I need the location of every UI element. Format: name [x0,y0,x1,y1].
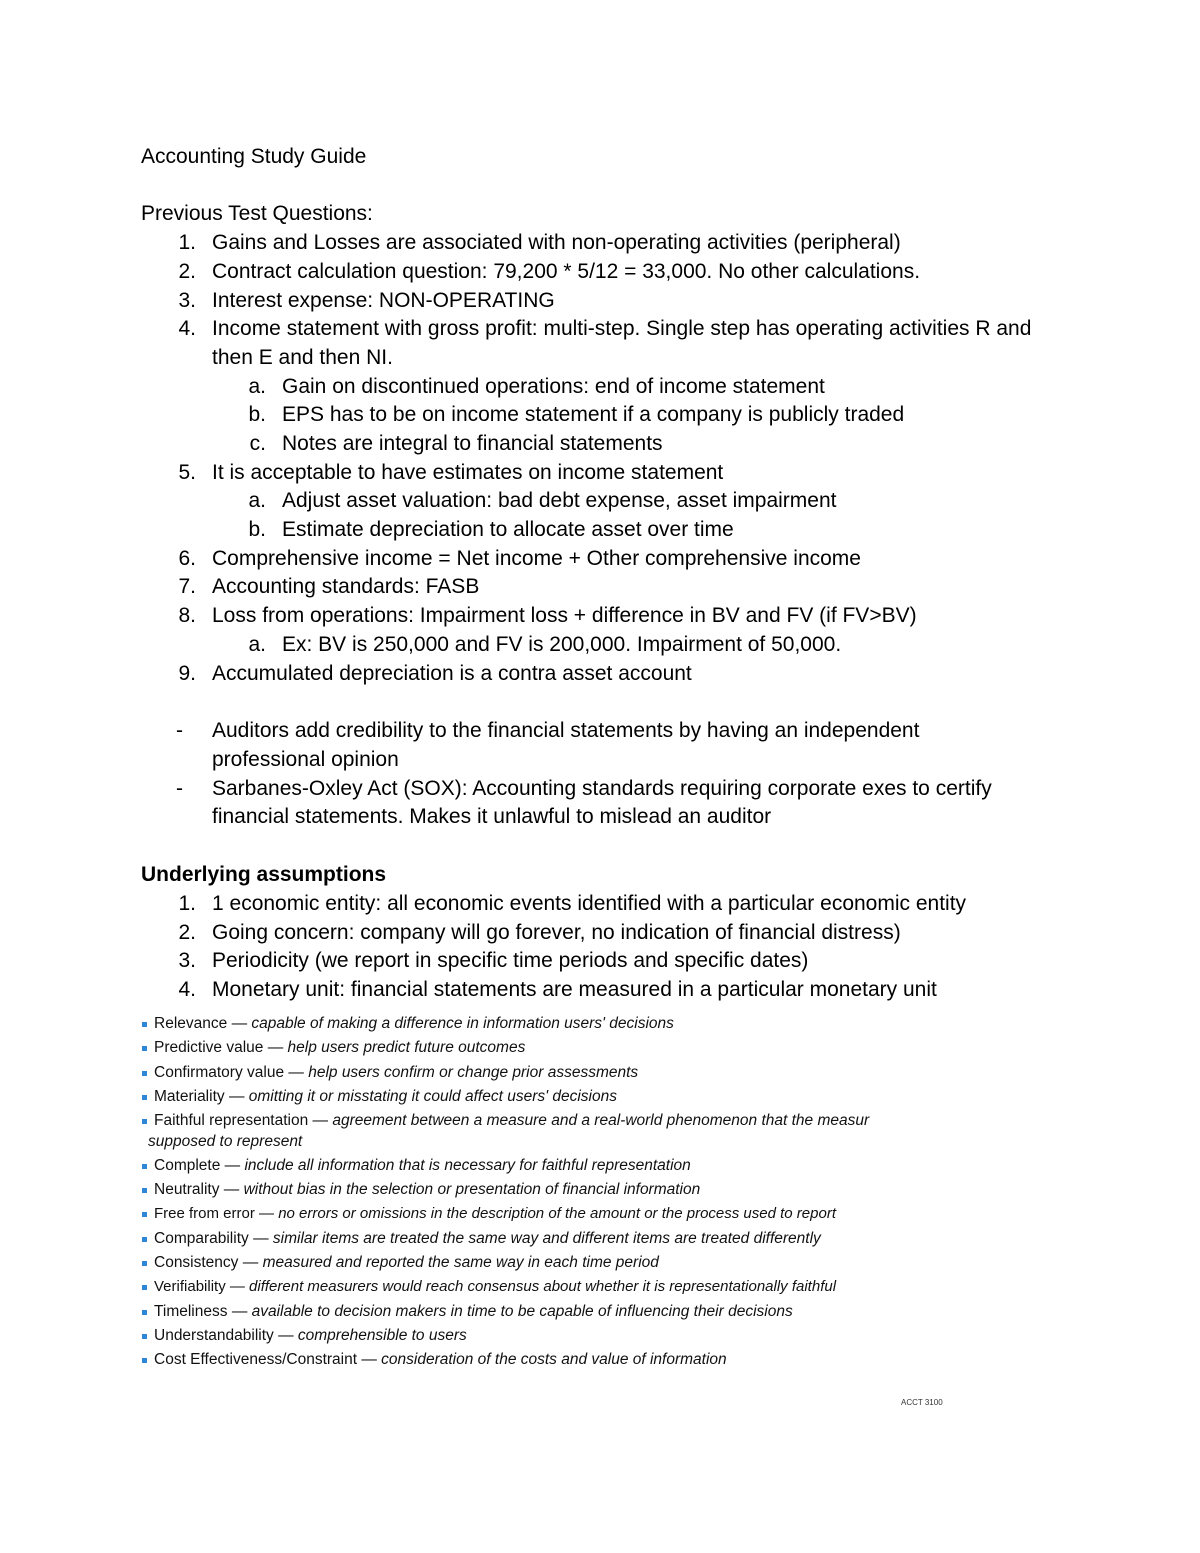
list-item: Monetary unit: financial statements are measured in a particular monetary unit [212,978,937,1001]
bullet-square-icon [142,1285,147,1290]
list-item: It is acceptable to have estimates on income statement [212,461,724,484]
quality-item: Verifiability — different measurers would reach consensus about whether it is representationally faithful [154,1278,837,1295]
list-item: Loss from operations: Impairment loss + difference in BV and FV (if FV>BV) [212,604,917,627]
list-item: Gains and Losses are associated with non-operating activities (peripheral) [212,231,901,254]
dash-marker: - [176,719,183,742]
quality-item: Consistency — measured and reported the same way in each time period [154,1254,659,1271]
list-item: 1 economic entity: all economic events identified with a particular economic entity [212,892,967,915]
quality-item: Faithful representation — agreement between a measure and a real-world phenomenon that the measur [154,1112,870,1129]
quality-item: Cost Effectiveness/Constraint — consideration of the costs and value of information [154,1351,727,1368]
bullet-square-icon [142,1164,147,1169]
list-marker: 4. [178,317,196,340]
qualities-slide [140,1014,960,1374]
quality-item-continuation: supposed to represent [148,1133,303,1150]
list-marker: 4. [178,978,196,1001]
quality-item: Timeliness — available to decision makers in time to be capable of influencing their decisions [154,1303,793,1320]
list-marker: 8. [178,604,196,627]
list-marker: 1. [178,892,196,915]
bullet-square-icon [142,1071,147,1076]
quality-item: Predictive value — help users predict future outcomes [154,1039,526,1056]
list-marker: 9. [178,662,196,685]
dash-marker: - [176,777,183,800]
quality-item: Comparability — similar items are treated the same way and different items are treated differently [154,1230,821,1247]
bullet-square-icon [142,1261,147,1266]
list-subitem: EPS has to be on income statement if a company is publicly traded [282,403,905,426]
document-title: Accounting Study Guide [141,145,367,168]
assumptions-heading: Underlying assumptions [141,863,387,886]
list-item: Sarbanes-Oxley Act (SOX): Accounting standards requiring corporate exes to certify [212,777,992,800]
bullet-square-icon [142,1237,147,1242]
list-marker: b. [248,518,266,541]
bullet-square-icon [142,1188,147,1193]
list-marker: 2. [178,921,196,944]
list-marker: 7. [178,575,196,598]
list-marker: 2. [178,260,196,283]
list-marker: 5. [178,461,196,484]
list-item-continuation: financial statements. Makes it unlawful to mislead an auditor [212,805,772,828]
quality-item: Materiality — omitting it or misstating it could affect users' decisions [154,1088,617,1105]
list-marker: 6. [178,547,196,570]
quality-item: Understandability — comprehensible to users [154,1327,467,1344]
list-item: Periodicity (we report in specific time periods and specific dates) [212,949,809,972]
previous-tests-heading: Previous Test Questions: [141,202,373,225]
quality-item: Free from error — no errors or omissions in the description of the amount or the process used to report [154,1205,836,1222]
list-marker: a. [248,489,266,512]
bullet-square-icon [142,1022,147,1027]
list-item-continuation: professional opinion [212,748,399,771]
list-marker: 3. [178,949,196,972]
list-item: Contract calculation question: 79,200 * 5/12 = 33,000. No other calculations. [212,260,921,283]
bullet-square-icon [142,1095,147,1100]
bullet-square-icon [142,1358,147,1363]
quality-item: Confirmatory value — help users confirm or change prior assessments [154,1064,639,1081]
footer-code: ACCT 3100 [901,1398,943,1407]
list-marker: c. [249,432,266,455]
bullet-square-icon [142,1046,147,1051]
list-item: Comprehensive income = Net income + Other comprehensive income [212,547,861,570]
bullet-square-icon [142,1212,147,1217]
quality-item: Complete — include all information that is necessary for faithful representation [154,1157,691,1174]
list-item: Auditors add credibility to the financial statements by having an independent [212,719,920,742]
list-subitem: Notes are integral to financial statements [282,432,663,455]
list-subitem: Ex: BV is 250,000 and FV is 200,000. Impairment of 50,000. [282,633,842,656]
bullet-square-icon [142,1119,147,1124]
list-item: Going concern: company will go forever, no indication of financial distress) [212,921,901,944]
bullet-square-icon [142,1310,147,1315]
list-item-continuation: then E and then NI. [212,346,393,369]
list-subitem: Estimate depreciation to allocate asset over time [282,518,734,541]
list-marker: 3. [178,289,196,312]
list-marker: 1. [178,231,196,254]
list-subitem: Adjust asset valuation: bad debt expense, asset impairment [282,489,837,512]
quality-item: Relevance — capable of making a difference in information users' decisions [154,1015,674,1032]
list-item: Interest expense: NON-OPERATING [212,289,555,312]
list-marker: a. [248,633,266,656]
quality-item: Neutrality — without bias in the selection or presentation of financial information [154,1181,701,1198]
list-marker: b. [248,403,266,426]
list-marker: a. [248,375,266,398]
bullet-square-icon [142,1334,147,1339]
list-item: Income statement with gross profit: multi-step. Single step has operating activities R and [212,317,1032,340]
list-item: Accumulated depreciation is a contra asset account [212,662,692,685]
list-item: Accounting standards: FASB [212,575,480,598]
list-subitem: Gain on discontinued operations: end of income statement [282,375,825,398]
